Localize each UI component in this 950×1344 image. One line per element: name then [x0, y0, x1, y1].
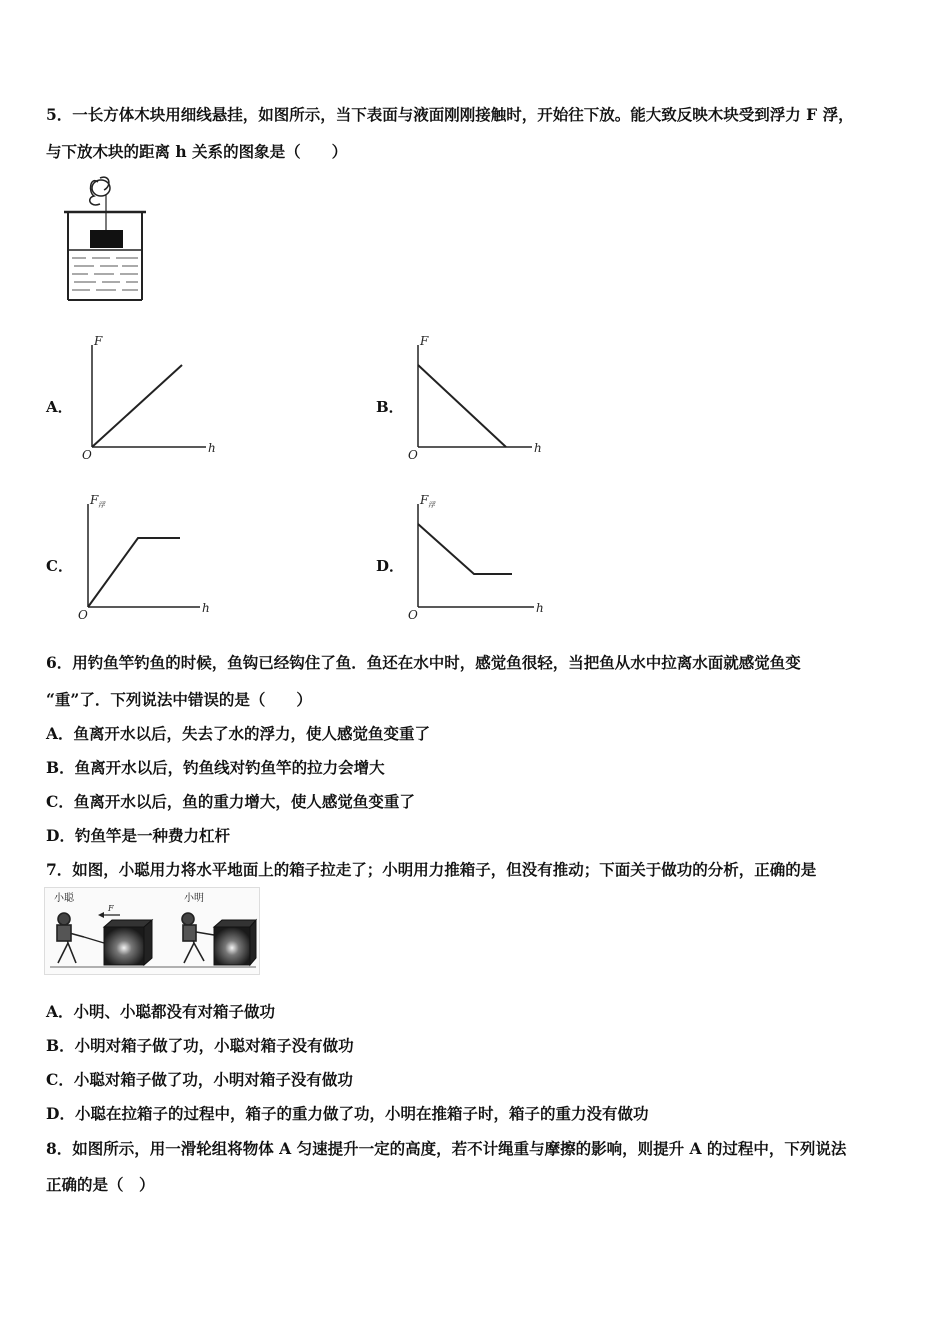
q6-option-b[interactable]: B．鱼离开水以后，钓鱼线对钓鱼竿的拉力会增大 — [46, 758, 385, 777]
beaker-figure — [60, 172, 160, 312]
q5-d-origin: O — [408, 608, 418, 622]
q8-line2: 正确的是（ ） — [46, 1175, 155, 1194]
q7-option-b[interactable]: B．小明对箱子做了功，小聪对箱子没有做功 — [46, 1036, 354, 1055]
q5-d-ysub: 浮 — [428, 501, 435, 509]
q5-c-ysub: 浮 — [98, 501, 105, 509]
q5-c-xlabel: h — [202, 601, 210, 615]
q5-line1: 5．一长方体木块用细线悬挂，如图所示，当下表面与液面刚刚接触时，开始往下放。能大致反映木块受到浮力 F 浮， — [46, 105, 854, 124]
q5-option-d-label[interactable]: D． — [376, 557, 405, 575]
q8-line1: 8．如图所示，用一滑轮组将物体 A 匀速提升一定的高度，若不计绳重与摩擦的影响，则提升 A 的过程中，下列说法 — [46, 1139, 847, 1158]
q7-arrow-label: F — [108, 904, 114, 913]
q5-graph-a[interactable] — [80, 335, 220, 460]
q7-line1: 7．如图，小聪用力将水平地面上的箱子拉走了；小明用力推箱子，但没有推动；下面关于做功的分析，正确的是 — [46, 860, 817, 879]
q5-option-a-label[interactable]: A． — [46, 398, 73, 416]
q5-d-ylabel: F — [420, 493, 429, 507]
q5-option-b-label[interactable]: B． — [376, 398, 404, 416]
q6-option-d[interactable]: D．钓鱼竿是一种费力杠杆 — [46, 826, 230, 845]
q7-option-a[interactable]: A．小明、小聪都没有对箱子做功 — [46, 1002, 276, 1021]
q5-graph-c[interactable] — [76, 492, 221, 620]
q7-caption-right: 小明 — [184, 893, 204, 904]
q5-b-ylabel: F — [420, 334, 429, 348]
q7-option-c[interactable]: C．小聪对箱子做了功，小明对箱子没有做功 — [46, 1070, 353, 1089]
q5-a-ylabel: F — [94, 334, 103, 348]
q5-b-origin: O — [408, 448, 418, 462]
q5-c-origin: O — [78, 608, 88, 622]
q6-line1: 6．用钓鱼竿钓鱼的时候，鱼钩已经钩住了鱼．鱼还在水中时，感觉鱼很轻，当把鱼从水中拉离水面就感觉鱼变 — [46, 653, 801, 672]
q5-graph-b[interactable] — [406, 335, 551, 460]
q5-graph-d[interactable] — [406, 492, 551, 620]
q7-option-d[interactable]: D．小聪在拉箱子的过程中，箱子的重力做了功，小明在推箱子时，箱子的重力没有做功 — [46, 1104, 649, 1123]
q6-option-a[interactable]: A．鱼离开水以后，失去了水的浮力，使人感觉鱼变重了 — [46, 724, 431, 743]
q5-b-xlabel: h — [534, 441, 542, 455]
q7-figure — [44, 887, 260, 975]
q5-option-c-label[interactable]: C． — [46, 557, 73, 575]
q7-caption-left: 小聪 — [54, 893, 74, 904]
q5-a-origin: O — [82, 448, 92, 462]
q6-line2: “重”了．下列说法中错误的是（ ） — [46, 690, 312, 709]
q5-line2: 与下放木块的距离 h 关系的图象是（ ） — [46, 142, 348, 161]
q5-d-xlabel: h — [536, 601, 544, 615]
q5-c-ylabel: F — [90, 493, 99, 507]
q5-a-xlabel: h — [208, 441, 216, 455]
q6-option-c[interactable]: C．鱼离开水以后，鱼的重力增大，使人感觉鱼变重了 — [46, 792, 415, 811]
